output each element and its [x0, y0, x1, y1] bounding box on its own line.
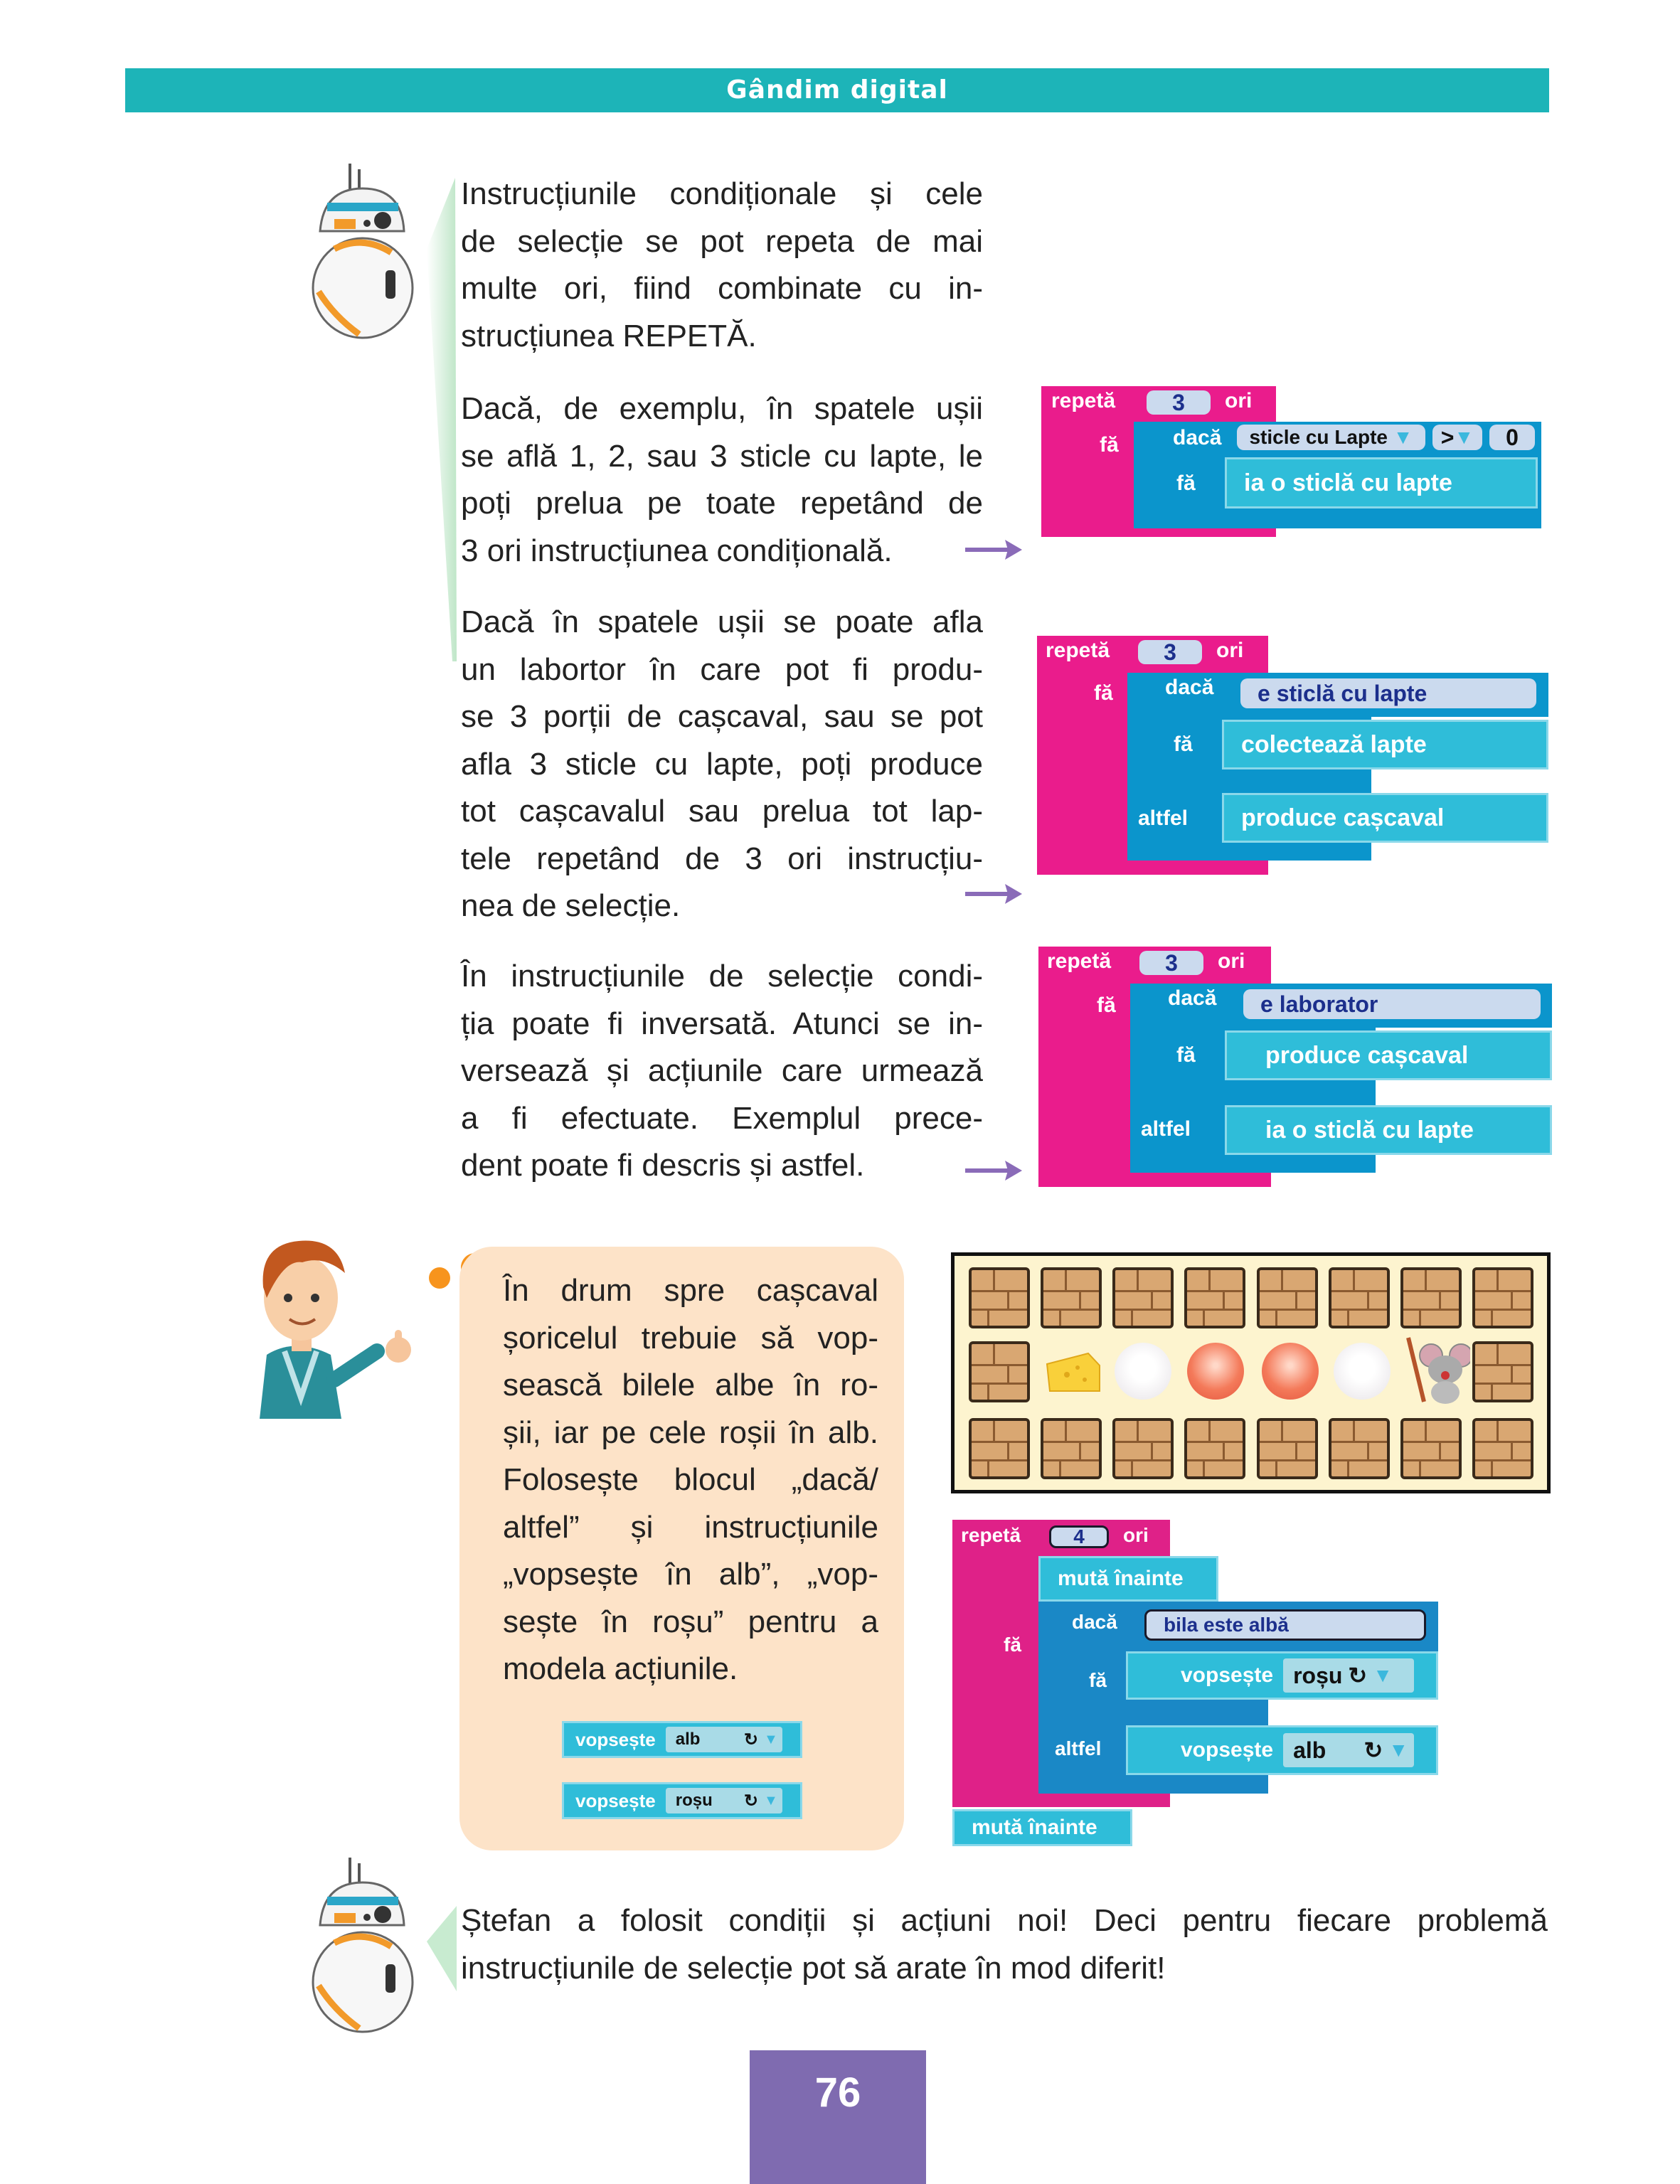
- text-line: versează și acțiunile care urmează: [461, 1053, 983, 1088]
- rotate-icon: ↻: [1348, 1663, 1368, 1688]
- paint-white-block[interactable]: [1126, 1725, 1438, 1775]
- arrow-right-icon: [964, 881, 1024, 907]
- text-line: multe ori, fiind combinate cu in-: [461, 271, 983, 306]
- paint-verb: vopsește: [575, 1789, 656, 1811]
- text-line: sește în roșu” pentru a: [503, 1604, 878, 1639]
- text-line: se află 1, 2, sau 3 sticle cu lapte, le: [461, 438, 983, 474]
- repeat-count-field[interactable]: 3: [1138, 640, 1202, 664]
- wall-tile: [1472, 1267, 1533, 1328]
- wall-tile: [1472, 1418, 1533, 1479]
- example-paragraph-3: [461, 953, 983, 1190]
- do-label: fă: [1174, 733, 1193, 756]
- code-block-repeat-if: [1041, 386, 1541, 548]
- text-line: Folosește blocul „dacă/: [503, 1462, 878, 1497]
- do-label: fă: [1004, 1634, 1021, 1656]
- then-action-block[interactable]: colectează lapte: [1222, 720, 1548, 769]
- rotate-icon: ↻: [1363, 1737, 1383, 1763]
- wall-tile: [1257, 1267, 1318, 1328]
- wall-tile: [1184, 1418, 1245, 1479]
- wall-tile: [1400, 1267, 1462, 1328]
- if-label: dacă: [1173, 426, 1222, 449]
- text-line: șoricelul trebuie să vop-: [503, 1320, 878, 1355]
- code-block-repeat-if-else-inverted: [1038, 947, 1552, 1194]
- wall-tile: [1041, 1267, 1102, 1328]
- wall-tile: [1112, 1267, 1174, 1328]
- wall-tile: [1329, 1418, 1390, 1479]
- color-value: roșu: [675, 1791, 713, 1810]
- text-line: modela acțiunile.: [503, 1651, 738, 1686]
- paint-verb: vopsește: [575, 1728, 656, 1750]
- color-value: alb: [1293, 1737, 1327, 1763]
- repeat-count-field[interactable]: 3: [1139, 951, 1203, 975]
- text-line: poți prelua pe toate repetând de: [461, 486, 983, 521]
- times-label: ori: [1216, 639, 1244, 662]
- dropdown-arrow-icon: ▼: [1373, 1664, 1393, 1686]
- wall-tile: [1257, 1418, 1318, 1479]
- move-forward-block[interactable]: mută înainte: [952, 1809, 1132, 1846]
- variable-value: sticle cu Lapte: [1249, 426, 1388, 448]
- text-line: tot cașcavalul sau prelua tot lap-: [461, 794, 983, 829]
- else-label: altfel: [1138, 806, 1189, 830]
- white-ball: [1115, 1343, 1171, 1400]
- text-line: Dacă, de exemplu, în spatele ușii: [461, 391, 983, 426]
- do-label: fă: [1100, 433, 1119, 457]
- rotate-icon: ↻: [743, 1791, 758, 1811]
- text-line: dent poate fi descris și astfel.: [461, 1148, 865, 1183]
- paint-verb: vopsește: [1181, 1738, 1274, 1762]
- paint-red-block[interactable]: [1126, 1651, 1438, 1700]
- rotate-icon: ↻: [743, 1730, 758, 1749]
- wall-tile: [1472, 1341, 1533, 1402]
- times-label: ori: [1218, 949, 1245, 973]
- text-line: de selecție se pot repeta de mai: [461, 223, 983, 259]
- action-block[interactable]: ia o sticlă cu lapte: [1225, 457, 1538, 508]
- example-paragraph-1: [461, 385, 983, 575]
- boy-character: [245, 1230, 423, 1419]
- color-value: alb: [675, 1730, 701, 1749]
- text-line: un labortor în care pot fi produ-: [461, 651, 983, 687]
- text-line: afla 3 sticle cu lapte, poți produce: [461, 746, 983, 782]
- do-label: fă: [1089, 1669, 1107, 1691]
- text-line: sească bilele albe în ro-: [503, 1368, 878, 1402]
- text-line: strucțiunea REPETĂ.: [461, 318, 757, 353]
- wall-tile: [969, 1418, 1030, 1479]
- repeat-label: repetă: [1051, 389, 1116, 412]
- cheese-icon: [1046, 1350, 1102, 1392]
- if-label: dacă: [1168, 986, 1217, 1010]
- wall-tile: [1400, 1418, 1462, 1479]
- text-line: 3 ori instrucțiunea condițională.: [461, 533, 893, 568]
- wall-tile: [1112, 1418, 1174, 1479]
- robot-mascot: [306, 1858, 427, 2039]
- mouse-painter-icon: [1403, 1334, 1470, 1405]
- wall-tile: [969, 1267, 1030, 1328]
- condition-field[interactable]: bila este albă: [1144, 1609, 1426, 1641]
- dropdown-arrow-icon: ▼: [1393, 426, 1413, 448]
- color-dropdown[interactable]: [666, 1788, 782, 1813]
- text-line: În instrucțiunile de selecție condi-: [461, 959, 983, 994]
- dropdown-arrow-icon: ▼: [1454, 426, 1474, 448]
- code-block-repeat-if-else: [1037, 636, 1548, 882]
- variable-dropdown[interactable]: [1237, 425, 1425, 450]
- palette-block-paint-red[interactable]: [562, 1782, 802, 1819]
- text-line: tele repetând de 3 ori instrucțiu-: [461, 841, 983, 876]
- text-line: Instrucțiunile condiționale și cele: [461, 176, 983, 211]
- move-forward-block[interactable]: mută înainte: [1038, 1556, 1218, 1602]
- text-line: În drum spre cașcaval: [503, 1273, 878, 1308]
- if-label: dacă: [1072, 1611, 1117, 1633]
- wall-tile: [1184, 1267, 1245, 1328]
- text-line: „vopsește în alb”, „vop-: [503, 1557, 878, 1592]
- condition-field[interactable]: e laborator: [1243, 989, 1541, 1019]
- wall-tile: [1041, 1418, 1102, 1479]
- text-line: Ștefan a folosit condiții și acțiuni noi! Deci pentru fiecare problemă: [461, 1903, 1548, 1938]
- intro-paragraph: [461, 171, 983, 360]
- example-paragraph-2: [461, 599, 983, 930]
- text-line: șii, iar pe cele roșii în alb.: [503, 1415, 878, 1450]
- text-line: nea de selecție.: [461, 888, 681, 923]
- repeat-label: repetă: [1047, 949, 1112, 973]
- dropdown-arrow-icon: ▼: [1388, 1739, 1409, 1761]
- red-ball: [1262, 1343, 1319, 1400]
- chapter-header: Gândim digital: [125, 68, 1549, 112]
- task-text: [503, 1267, 878, 1693]
- white-ball: [1334, 1343, 1391, 1400]
- repeat-label: repetă: [961, 1524, 1021, 1546]
- bullet-dot: [429, 1267, 450, 1289]
- repeat-count-field[interactable]: 3: [1147, 390, 1211, 415]
- repeat-count-field[interactable]: 4: [1049, 1525, 1109, 1548]
- dropdown-arrow-icon: ▼: [763, 1731, 778, 1747]
- arrow-right-icon: [964, 1158, 1024, 1183]
- else-action-block[interactable]: produce cașcaval: [1222, 793, 1548, 843]
- text-line: instrucțiunile de selecție pot să arate în mod diferit!: [461, 1950, 1166, 1986]
- times-label: ori: [1123, 1524, 1149, 1546]
- condition-field[interactable]: e sticlă cu lapte: [1240, 678, 1536, 708]
- robot-mascot: [306, 164, 427, 345]
- do-label: fă: [1094, 681, 1113, 705]
- else-action-block[interactable]: ia o sticlă cu lapte: [1225, 1105, 1552, 1155]
- palette-block-paint-white[interactable]: [562, 1721, 802, 1758]
- game-board: [951, 1252, 1551, 1493]
- operator-dropdown[interactable]: [1432, 425, 1482, 450]
- text-line: ția poate fi inversată. Atunci se in-: [461, 1006, 983, 1041]
- color-value: roșu: [1293, 1662, 1343, 1688]
- dropdown-arrow-icon: ▼: [763, 1792, 778, 1809]
- operator-value: >: [1440, 424, 1455, 450]
- else-label: altfel: [1141, 1117, 1191, 1141]
- conclusion-text: [461, 1897, 1548, 1992]
- then-action-block[interactable]: produce cașcaval: [1225, 1030, 1552, 1080]
- if-label: dacă: [1165, 676, 1214, 699]
- else-label: altfel: [1055, 1737, 1102, 1759]
- solution-code-block: [952, 1520, 1438, 1847]
- text-line: Dacă în spatele ușii se poate afla: [461, 604, 983, 639]
- do-label: fă: [1176, 472, 1196, 495]
- color-dropdown[interactable]: [1283, 1658, 1414, 1693]
- text-line: a fi efectuate. Exemplul prece-: [461, 1100, 983, 1136]
- color-dropdown[interactable]: [1283, 1733, 1414, 1767]
- text-line: altfel” și instrucțiunile: [503, 1509, 878, 1545]
- color-dropdown[interactable]: [666, 1727, 782, 1752]
- page-number: 76: [750, 2050, 926, 2184]
- red-ball: [1187, 1343, 1244, 1400]
- times-label: ori: [1225, 389, 1253, 412]
- do-label: fă: [1097, 994, 1116, 1017]
- do-label: fă: [1176, 1043, 1196, 1067]
- wall-tile: [969, 1341, 1030, 1402]
- wall-tile: [1329, 1267, 1390, 1328]
- compare-value-field[interactable]: 0: [1489, 425, 1535, 450]
- arrow-right-icon: [964, 537, 1024, 563]
- repeat-label: repetă: [1046, 639, 1110, 662]
- paint-verb: vopsește: [1181, 1663, 1274, 1687]
- text-line: se 3 porții de cașcaval, sau se pot: [461, 699, 983, 734]
